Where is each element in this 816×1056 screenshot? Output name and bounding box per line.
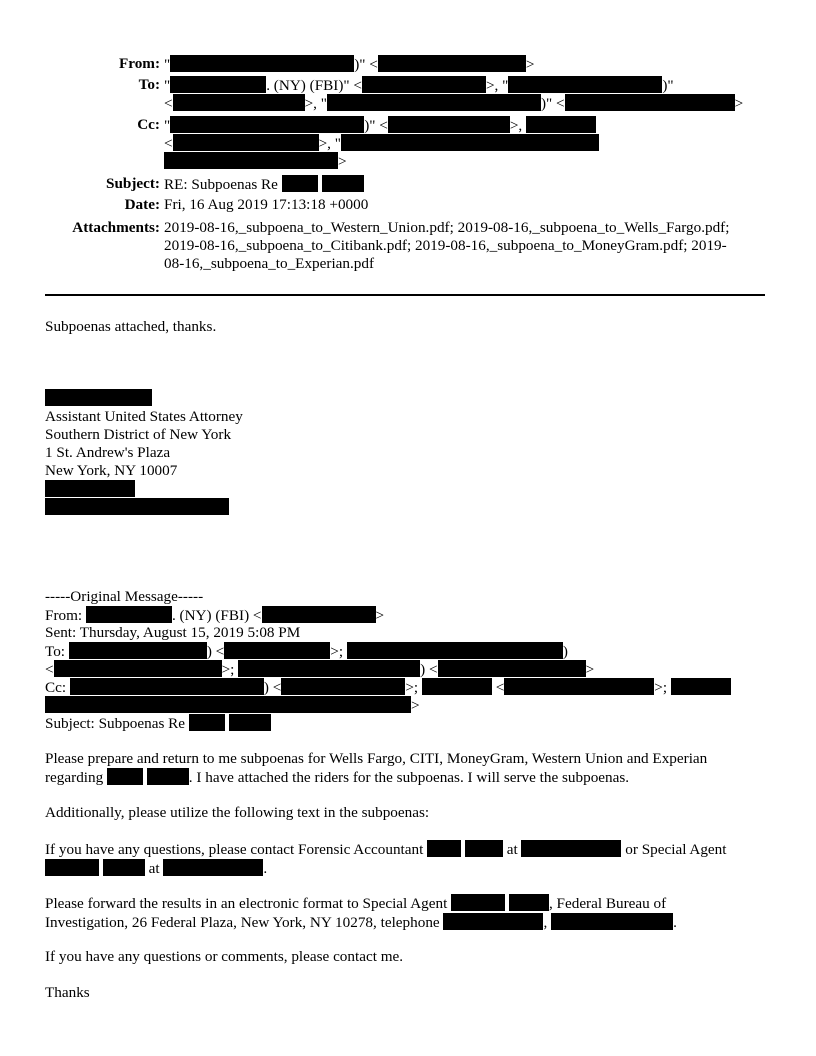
sig-name-redacted [45,389,152,408]
to-value-line1: " . (NY) (FBI)" < >, " )" [164,77,674,94]
original-cc-line2: > [45,696,420,715]
sig-office: Southern District of New York [45,426,232,443]
original-subject: Subject: Subpoenas Re [45,714,271,733]
paragraph-forward-results: Please forward the results in an electronic format to Special Agent , Federal Bureau of Investigation, 26 Federal Plaza, New York, NY 10278, telephone , . [45,895,677,931]
paragraph-additionally: Additionally, please utilize the following text in the subpoenas: [45,804,430,821]
original-from: From: . (NY) (FBI) < > [45,607,385,624]
sig-title: Assistant United States Attorney [45,408,243,425]
original-cc-line1: Cc: ) < >; < >; [45,678,731,697]
attachments-line2: 2019-08-16,_subpoena_to_Citibank.pdf; 2019-08-16,_subpoena_to_MoneyGram.pdf; 2019- [164,237,727,254]
paragraph-questions: If you have any questions or comments, please contact me. [45,948,404,965]
original-marker: -----Original Message----- [45,588,204,605]
subject-label: Subject: [106,175,160,192]
sig-email-redacted [45,498,229,517]
date-label: Date: [124,196,160,213]
to-value-line2: < >, " )" < > [164,95,744,112]
cc-value-line2: < >, " [164,134,599,153]
paragraph-request: Please prepare and return to me subpoenas for Wells Fargo, CITI, MoneyGram, Western Union and Experian regarding . I have attached the riders for the subpoenas. I will serve the subpoenas. [45,750,708,786]
reply-text: Subpoenas attached, thanks. [45,318,217,335]
attachments-label: Attachments: [72,219,160,236]
to-fbi-text: . (NY) (FBI)" < [266,77,362,94]
original-to-line1: To: ) < >; ) [45,643,568,660]
cc-label: Cc: [137,116,160,133]
attachments-line3: 08-16,_subpoena_to_Experian.pdf [164,255,375,272]
sig-address1: 1 St. Andrew's Plaza [45,444,171,461]
original-sent: Sent: Thursday, August 15, 2019 5:08 PM [45,624,301,641]
subject-value: RE: Subpoenas Re [164,175,364,194]
header-divider [45,294,765,296]
to-label: To: [138,76,160,93]
date-value: Fri, 16 Aug 2019 17:13:18 +0000 [164,196,369,213]
sig-address2: New York, NY 10007 [45,462,178,479]
from-value: " )" < > [164,56,535,73]
original-to-line2: < >; ) < > [45,661,595,678]
paragraph-contact-text: If you have any questions, please contact Forensic Accountant at or Special Agent at . [45,841,727,877]
closing-thanks: Thanks [45,984,90,1001]
sig-phone-redacted [45,480,135,499]
from-label: From: [118,55,160,72]
cc-value-line1: " )" < >, [164,116,596,135]
cc-value-line3: > [164,152,347,171]
attachments-line1: 2019-08-16,_subpoena_to_Western_Union.pdf; 2019-08-16,_subpoena_to_Wells_Fargo.pdf; [164,219,730,236]
